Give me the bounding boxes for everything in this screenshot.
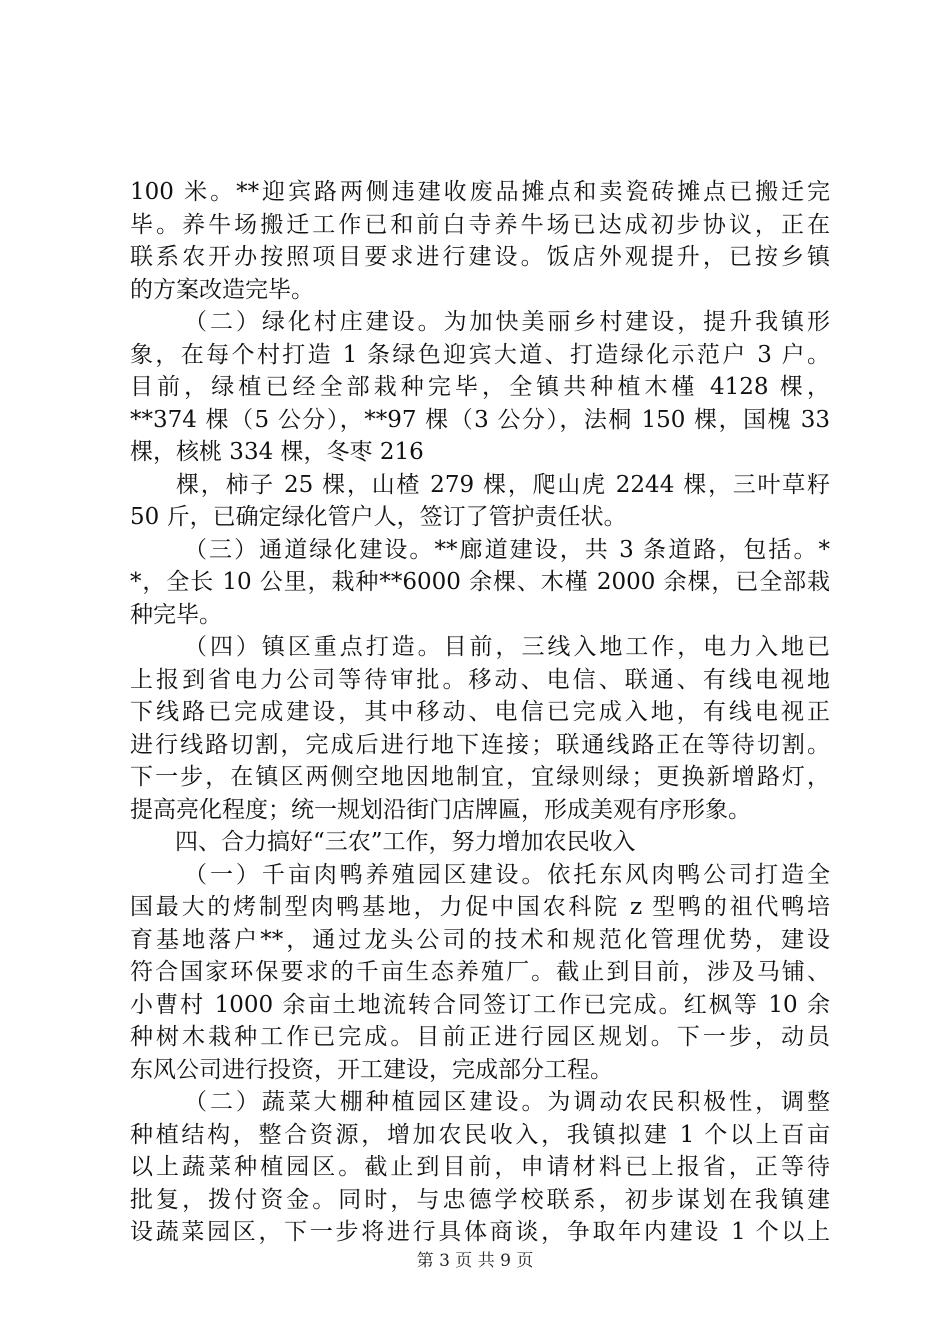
text-line: 象，在每个村打造 1 条绿色迎宾大道、打造绿化示范户 3 户。 <box>130 341 830 368</box>
section-heading: 四、合力搞好“三农”工作，努力增加农民收入 <box>175 829 636 855</box>
text-line: 进行线路切割，完成后进行地下连接；联通线路正在等待切割。 <box>130 731 830 758</box>
text-line: 100 米。**迎宾路两侧违建收废品摊点和卖瓷砖摊点已搬迁完 <box>130 179 830 205</box>
text-line: **374 棵（5 公分），**97 棵（3 公分），法桐 150 棵，国槐 33 <box>130 406 830 433</box>
text-line: 50 斤，已确定绿化管户人，签订了管护责任状。 <box>130 504 627 530</box>
text-line: 种树木栽种工作已完成。目前正进行园区规划。下一步，动员 <box>130 1024 830 1050</box>
text-line: 东风公司进行投资，开工建设，完成部分工程。 <box>130 1056 613 1083</box>
text-line: 联系农开办按照项目要求进行建设。饭店外观提升，已按乡镇 <box>130 244 830 270</box>
page-number-footer: 第 3 页 共 9 页 <box>416 1251 534 1271</box>
text-line: 批复，拨付资金。同时，与忠德学校联系，初步谋划在我镇建 <box>130 1186 830 1213</box>
text-line: 小曹村 1000 余亩土地流转合同签订工作已完成。红枫等 10 余 <box>130 991 830 1018</box>
text-line: 棵，柿子 25 棵，山楂 279 棵，爬山虎 2244 棵，三叶草籽 <box>176 471 830 498</box>
document-body <box>130 176 830 1249</box>
text-line: 目前，绿植已经全部栽种完毕，全镇共种植木槿 4128 棵， <box>130 374 830 400</box>
text-line: 的方案改造完毕。 <box>130 276 314 303</box>
text-line: 种完毕。 <box>130 601 222 628</box>
text-line: 国最大的烤制型肉鸭基地，力促中国农科院 z 型鸭的祖代鸭培 <box>130 894 830 920</box>
text-line: 提高亮化程度；统一规划沿街门店牌匾，形成美观有序形象。 <box>130 796 751 823</box>
text-line: （三）通道绿化建设。**廊道建设，共 3 条道路，包括。* <box>184 536 830 563</box>
text-line: 毕。养牛场搬迁工作已和前白寺养牛场已达成初步协议，正在 <box>130 211 830 238</box>
text-line: 符合国家环保要求的千亩生态养殖厂。截止到目前，涉及马铺、 <box>130 959 830 985</box>
text-line: 种植结构，整合资源，增加农民收入，我镇拟建 1 个以上百亩 <box>130 1121 830 1148</box>
text-line: 设蔬菜园区，下一步将进行具体商谈，争取年内建设 1 个以上 <box>130 1219 830 1245</box>
text-line: （二）蔬菜大棚种植园区建设。为调动农民积极性，调整 <box>184 1089 830 1115</box>
text-line: 下一步，在镇区两侧空地因地制宜，宜绿则绿；更换新增路灯， <box>130 764 830 790</box>
text-line: 上报到省电力公司等待审批。移动、电信、联通、有线电视地 <box>130 666 830 693</box>
text-line: （四）镇区重点打造。目前，三线入地工作，电力入地已 <box>184 634 830 660</box>
text-line: 下线路已完成建设，其中移动、电信已完成入地，有线电视正 <box>130 699 830 725</box>
text-line: *，全长 10 公里，栽种**6000 余棵、木槿 2000 余棵，已全部栽 <box>130 569 830 595</box>
text-line: 育基地落户**，通过龙头公司的技术和规范化管理优势，建设 <box>130 926 830 953</box>
text-line: 棵，核桃 334 棵，冬枣 216 <box>130 439 424 465</box>
text-line: 以上蔬菜种植园区。截止到目前，申请材料已上报省，正等待 <box>130 1154 830 1180</box>
text-line: （一）千亩肉鸭养殖园区建设。依托东风肉鸭公司打造全 <box>184 861 830 888</box>
text-line: （二）绿化村庄建设。为加快美丽乡村建设，提升我镇形 <box>184 309 830 335</box>
